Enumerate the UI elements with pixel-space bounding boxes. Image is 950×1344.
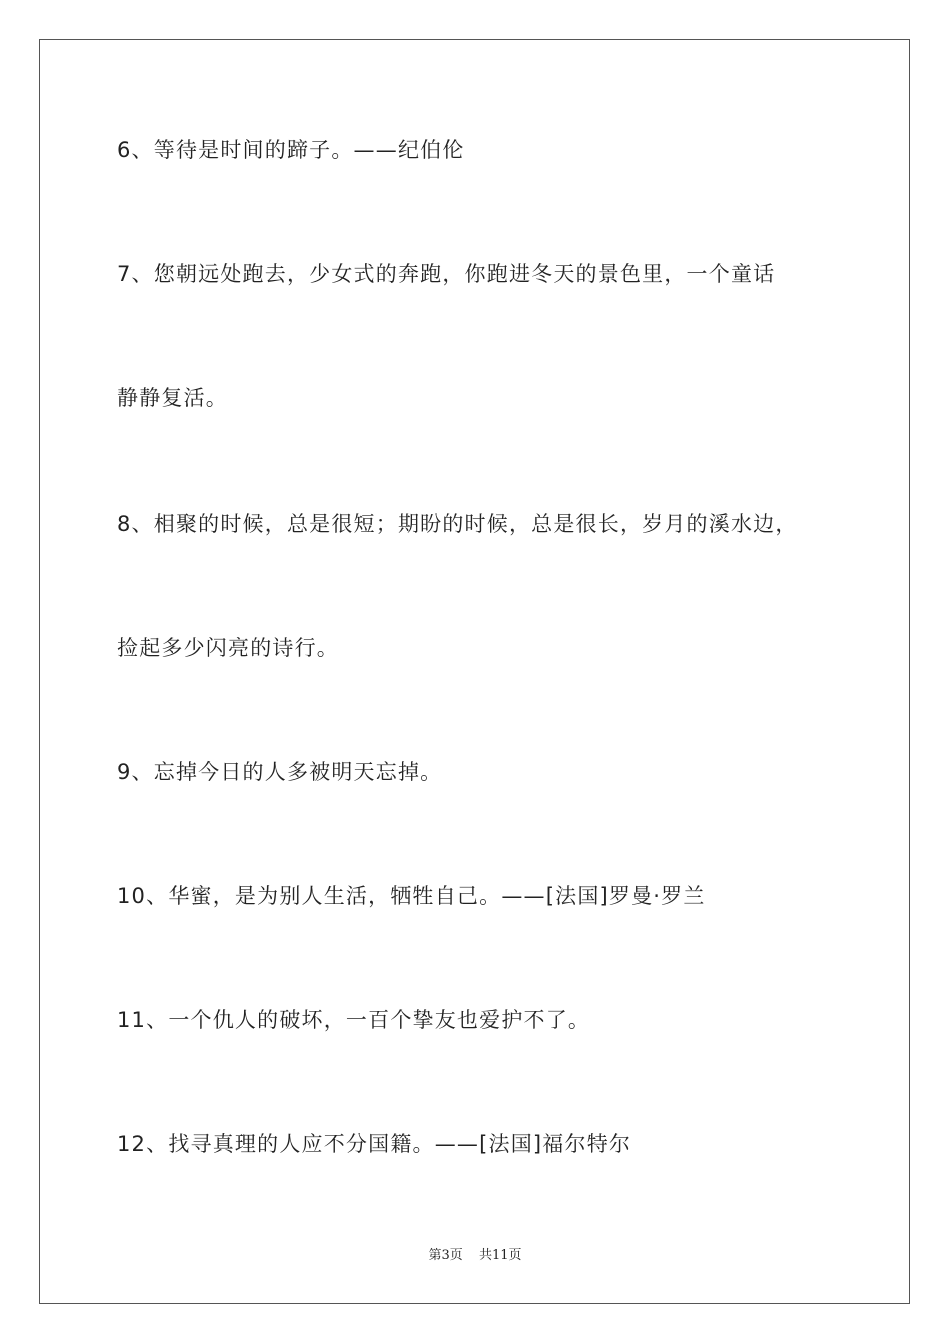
paragraph-8-line-2: 捡起多少闪亮的诗行。 — [117, 636, 339, 660]
paragraph-10: 10、华蜜，是为别人生活，牺牲自己。——[法国]罗曼·罗兰 — [117, 884, 706, 908]
paragraph-12: 12、找寻真理的人应不分国籍。——[法国]福尔特尔 — [117, 1132, 632, 1156]
page-border — [39, 39, 910, 1304]
paragraph-8-line-1: 8、相聚的时候，总是很短；期盼的时候，总是很长，岁月的溪水边， — [117, 512, 798, 536]
paragraph-9: 9、忘掉今日的人多被明天忘掉。 — [117, 760, 443, 784]
paragraph-11: 11、一个仇人的破坏，一百个挚友也爱护不了。 — [117, 1008, 591, 1032]
paragraph-7-line-1: 7、您朝远处跑去，少女式的奔跑，你跑进冬天的景色里，一个童话 — [117, 262, 776, 286]
paragraph-7-line-2: 静静复活。 — [117, 386, 228, 410]
paragraph-6: 6、等待是时间的蹄子。——纪伯伦 — [117, 138, 465, 162]
page-number: 第3页 — [428, 1248, 463, 1263]
page-total: 共11页 — [478, 1248, 522, 1263]
page-footer — [0, 1247, 950, 1265]
